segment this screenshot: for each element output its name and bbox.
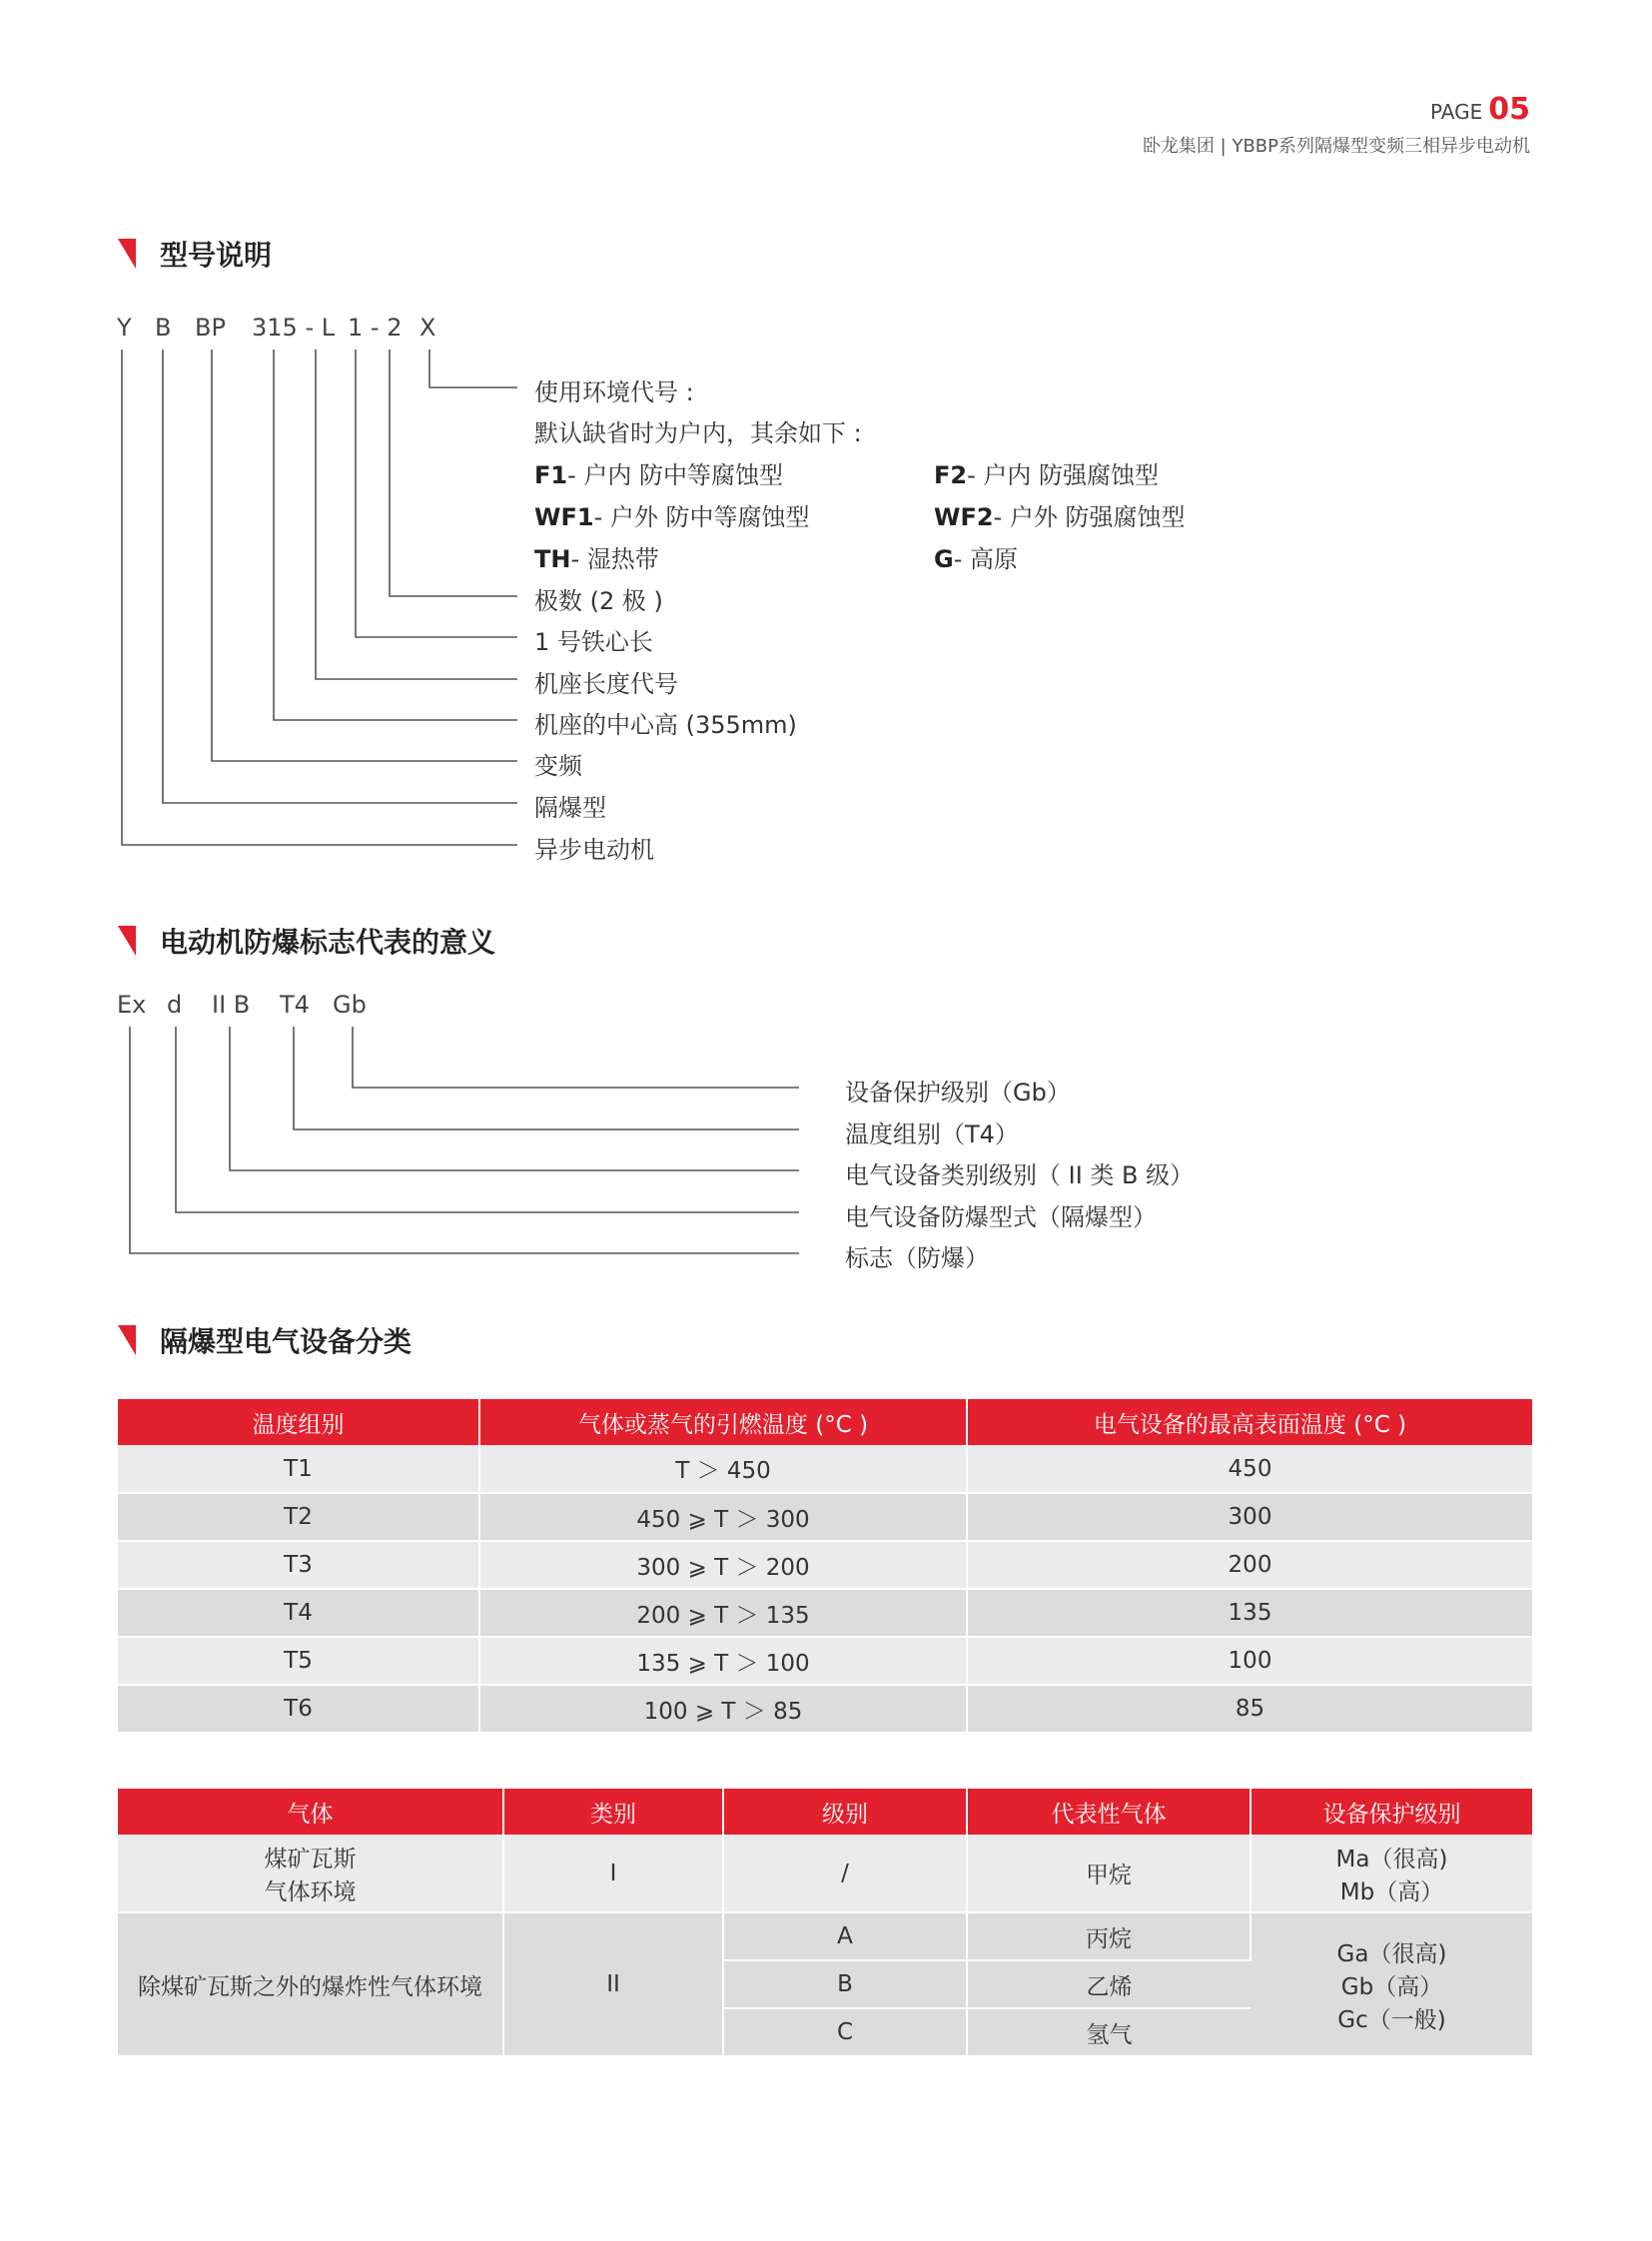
- col-header-ignition-temp: 气体或蒸气的引燃温度 (°C ): [479, 1399, 967, 1445]
- table-header-row: [118, 1789, 1532, 1835]
- ex-code-t4: T4: [280, 991, 310, 1019]
- env-option-f2: F2- 户内 防强腐蚀型: [934, 461, 1160, 489]
- heading-marker-icon: [118, 1325, 136, 1355]
- table-row: [118, 1835, 1532, 1912]
- table-cell: 甲烷: [967, 1835, 1250, 1912]
- model-item-poles: 极数 (2 极 ): [534, 587, 663, 615]
- model-code-bp: BP: [195, 314, 226, 342]
- table-row: [118, 1541, 1532, 1589]
- env-option-wf1: WF1- 户外 防中等腐蚀型: [534, 503, 810, 531]
- section-heading-ex-mark: [118, 921, 495, 961]
- table-cell: T3: [118, 1541, 479, 1589]
- section-heading-classification: [118, 1320, 412, 1360]
- table-cell: 300: [967, 1493, 1532, 1541]
- table-cell: T1: [118, 1445, 479, 1493]
- env-option-th: TH- 湿热带: [534, 545, 659, 573]
- table-row: [118, 1445, 1532, 1493]
- table-cell: 85: [967, 1685, 1532, 1733]
- env-option-wf2: WF2- 户外 防强腐蚀型: [934, 503, 1186, 531]
- model-item-flameproof: 隔爆型: [534, 794, 606, 822]
- table-cell: T2: [118, 1493, 479, 1541]
- page-label-text: PAGE: [1430, 100, 1483, 124]
- col-header-max-surface-temp: 电气设备的最高表面温度 (°C ): [967, 1399, 1532, 1445]
- document-subtitle: 卧龙集团 | YBBP系列隔爆型变频三相异步电动机: [1142, 136, 1530, 157]
- table-cell: 450 ⩾ T ＞ 300: [479, 1493, 967, 1541]
- page-number: 05: [1488, 92, 1530, 127]
- table-cell: B: [723, 1960, 967, 2008]
- ex-item-equipment-group: 电气设备类别级别（ II 类 B 级）: [845, 1161, 1195, 1189]
- table-cell: 100: [967, 1637, 1532, 1685]
- protection-level-line: Gc（一般): [1337, 2006, 1446, 2033]
- gas-name-line: 气体环境: [264, 1878, 357, 1905]
- ex-item-mark: 标志（防爆）: [845, 1244, 989, 1272]
- heading-marker-icon: [118, 926, 136, 956]
- model-code-x: X: [419, 314, 436, 342]
- table-header-row: [118, 1399, 1532, 1445]
- table-cell: [118, 1835, 503, 1912]
- model-code-frame: 315 - L: [252, 314, 336, 342]
- table-cell: 200 ⩾ T ＞ 135: [479, 1589, 967, 1637]
- table-cell: 450: [967, 1445, 1532, 1493]
- model-code-y: Y: [117, 314, 132, 342]
- model-item-core-length: 1 号铁心长: [534, 628, 653, 656]
- col-header-category: 类别: [503, 1789, 723, 1835]
- gas-name-line: 煤矿瓦斯: [264, 1846, 357, 1872]
- env-code-default: 默认缺省时为户内，其余如下 :: [534, 419, 862, 447]
- col-header-protection-level: 设备保护级别: [1250, 1789, 1532, 1835]
- col-header-gas: 气体: [118, 1789, 503, 1835]
- table-cell: 135: [967, 1589, 1532, 1637]
- ex-item-temp-class: 温度组别（T4）: [845, 1120, 1019, 1148]
- table-cell: 300 ⩾ T ＞ 200: [479, 1541, 967, 1589]
- protection-level-line: Ga（很高): [1336, 1940, 1447, 1967]
- table-cell: II: [503, 1912, 723, 2056]
- ex-code-ex: Ex: [117, 991, 147, 1019]
- table-cell: [1250, 1912, 1532, 2056]
- protection-level-line: Ma（很高): [1335, 1846, 1448, 1872]
- col-header-level: 级别: [723, 1789, 967, 1835]
- section-title: 隔爆型电气设备分类: [160, 1325, 413, 1358]
- ex-code-gb: Gb: [333, 991, 367, 1019]
- model-item-vfd: 变频: [534, 752, 582, 780]
- section-title: 型号说明: [160, 239, 273, 272]
- env-option-f1: F1- 户内 防中等腐蚀型: [534, 461, 784, 489]
- table-row: [118, 1493, 1532, 1541]
- ex-item-protection-type: 电气设备防爆型式（隔爆型）: [845, 1203, 1157, 1231]
- table-row: [118, 1685, 1532, 1733]
- ex-item-protection-level: 设备保护级别（Gb）: [845, 1079, 1071, 1107]
- table-cell: [1250, 1835, 1532, 1912]
- env-option-g: G- 高原: [934, 545, 1018, 573]
- table-cell: /: [723, 1835, 967, 1912]
- table-cell: 氢气: [967, 2008, 1250, 2056]
- table-cell: T ＞ 450: [479, 1445, 967, 1493]
- temperature-class-table: [118, 1399, 1532, 1734]
- table-cell: T5: [118, 1637, 479, 1685]
- model-item-async-motor: 异步电动机: [534, 836, 654, 864]
- protection-level-line: Gb（高）: [1340, 1973, 1443, 2000]
- table-row: [118, 1589, 1532, 1637]
- table-cell: 乙烯: [967, 1960, 1250, 2008]
- ex-code-iib: II B: [212, 991, 251, 1019]
- table-row: [118, 1637, 1532, 1685]
- gas-classification-table: [118, 1789, 1532, 2057]
- table-cell: I: [503, 1835, 723, 1912]
- ex-code-d: d: [167, 991, 183, 1019]
- model-item-center-height: 机座的中心高 (355mm): [534, 711, 797, 739]
- protection-level-line: Mb（高）: [1339, 1878, 1444, 1905]
- env-code-title: 使用环境代号 :: [534, 378, 694, 406]
- table-cell: C: [723, 2008, 967, 2056]
- table-cell: 丙烷: [967, 1912, 1250, 1960]
- table-cell: T4: [118, 1589, 479, 1637]
- table-cell: 100 ⩾ T ＞ 85: [479, 1685, 967, 1733]
- table-cell: 200: [967, 1541, 1532, 1589]
- table-cell: 除煤矿瓦斯之外的爆炸性气体环境: [118, 1912, 503, 2056]
- model-code-b: B: [155, 314, 172, 342]
- table-cell: 135 ⩾ T ＞ 100: [479, 1637, 967, 1685]
- section-title: 电动机防爆标志代表的意义: [160, 926, 496, 959]
- col-header-representative-gas: 代表性气体: [967, 1789, 1250, 1835]
- col-header-temp-group: 温度组别: [118, 1399, 479, 1445]
- table-row: [118, 1912, 1532, 1960]
- model-item-frame-length: 机座长度代号: [534, 670, 678, 698]
- table-cell: A: [723, 1912, 967, 1960]
- model-code-core: 1 - 2: [348, 314, 403, 342]
- table-cell: T6: [118, 1685, 479, 1733]
